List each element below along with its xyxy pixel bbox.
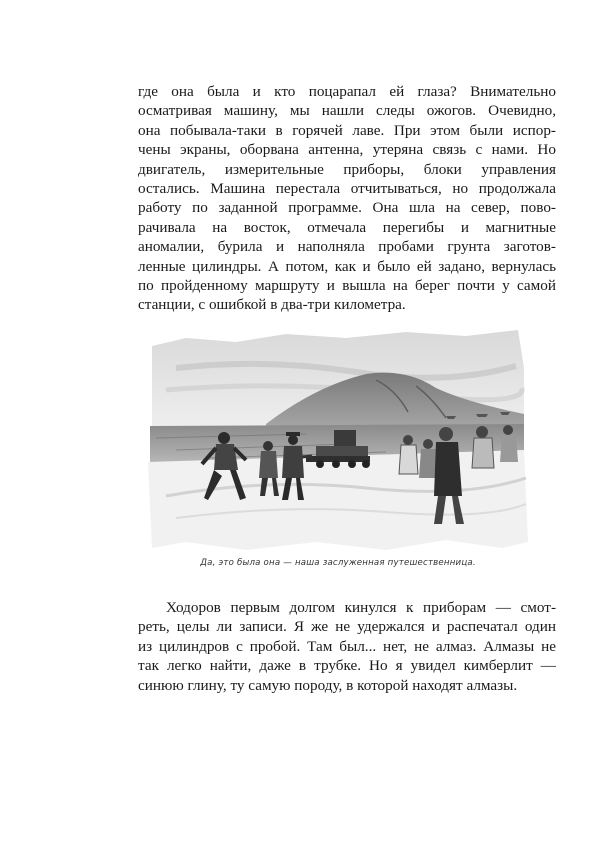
text-line: осматривая машину, мы нашли следы ожогов. Очевидно, [138, 102, 556, 120]
text-line: по пройденному маршруту и вышла на берег почти у самой [138, 277, 556, 295]
text-line: реть, целы ли записи. Я же не удержался и распечатал один [138, 618, 556, 636]
text-line: где она была и кто поцарапал ей глаза? Внимательно [138, 83, 556, 100]
text-line: ленные цилиндры. А потом, как и было ей задано, вернулась [138, 257, 556, 275]
illustration-caption: Да, это была она — наша заслуженная путешественница. [200, 558, 476, 568]
text-line: она побывала-таки в горячей лаве. При этом были испор- [138, 121, 556, 139]
text-line: рачивала на восток, отмечала перегибы и магнитные [138, 218, 556, 236]
text-line: станции, с ошибкой в два-три километра. [138, 296, 406, 314]
text-line: остались. Машина перестала отчитываться, но продолжала [138, 180, 556, 198]
shore-expedition-illustration [146, 328, 530, 554]
text-line: из цилиндров с пробой. Там был... нет, не алмаз. Алмазы не [138, 637, 556, 655]
text-line: аномалии, бурила и наполняла пробами грунта заготов- [138, 238, 556, 256]
paragraph-2 [138, 598, 556, 695]
text-line: двигатель, измерительные приборы, блоки управления [138, 160, 556, 178]
text-line: так легко найти, даже в трубке. Но я увидел кимберлит — [138, 657, 556, 675]
text-line: Ходоров первым долгом кинулся к приборам — смот- [166, 599, 556, 616]
text-line: синюю глину, ту самую породу, в которой находят алмазы. [138, 676, 518, 694]
paragraph-1 [138, 82, 556, 315]
text-line: работу по заданной программе. Она шла на север, пово- [138, 199, 556, 217]
text-line: чены экраны, оборвана антенна, утеряна связь с нами. Но [138, 141, 556, 159]
